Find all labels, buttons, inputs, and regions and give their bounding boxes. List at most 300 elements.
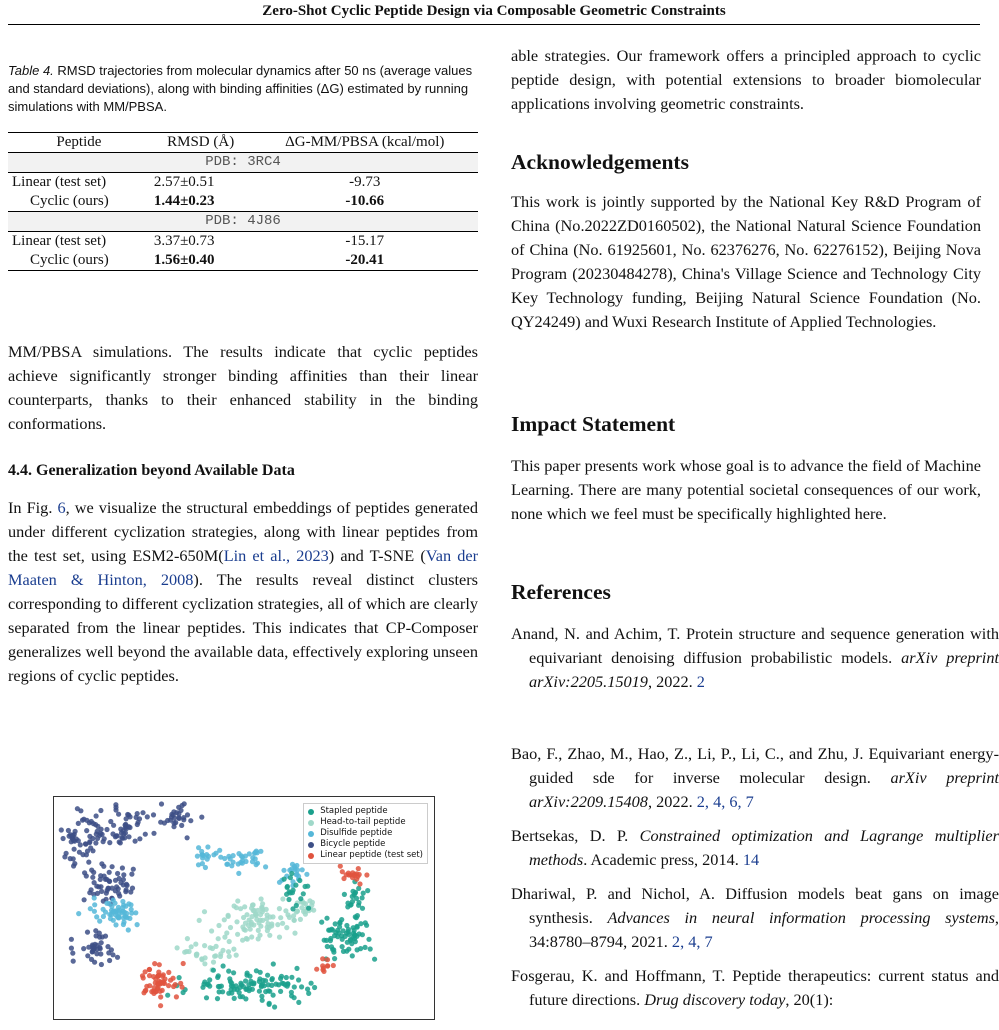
scatter-point bbox=[337, 924, 342, 929]
scatter-point bbox=[101, 907, 106, 912]
scatter-point bbox=[174, 994, 179, 999]
legend-dot bbox=[308, 842, 314, 848]
scatter-point bbox=[100, 832, 105, 837]
scatter-point bbox=[117, 893, 122, 898]
left-paragraph-results: MM/PBSA simulations. The results indicate that cyclic peptides achieve significantly stronger binding affinities than their linear counterparts, thanks to their enhanced stability in the binding conformations. bbox=[8, 342, 478, 433]
ref-venue: arXiv preprint arXiv:2209.15408 bbox=[529, 768, 999, 811]
scatter-point bbox=[85, 930, 90, 935]
scatter-point bbox=[346, 947, 351, 952]
scatter-point bbox=[227, 939, 232, 944]
legend-label: Head-to-tail peptide bbox=[320, 817, 406, 827]
scatter-point bbox=[250, 855, 255, 860]
scatter-point bbox=[133, 839, 138, 844]
scatter-point bbox=[199, 956, 204, 961]
reference-item bbox=[511, 742, 999, 814]
scatter-point bbox=[354, 915, 359, 920]
scatter-point bbox=[265, 973, 270, 978]
scatter-point bbox=[297, 878, 302, 883]
scatter-point bbox=[304, 872, 309, 877]
cell-dg: -15.17 bbox=[252, 232, 479, 252]
scatter-point bbox=[185, 936, 190, 941]
scatter-point bbox=[236, 871, 241, 876]
scatter-point bbox=[232, 903, 237, 908]
scatter-point bbox=[331, 950, 336, 955]
scatter-point bbox=[226, 991, 231, 996]
scatter-point bbox=[372, 957, 377, 962]
ref-backlinks[interactable]: 2 bbox=[696, 672, 705, 691]
scatter-point bbox=[202, 961, 207, 966]
scatter-point bbox=[265, 928, 270, 933]
scatter-point bbox=[115, 915, 120, 920]
scatter-point bbox=[140, 973, 145, 978]
scatter-point bbox=[171, 821, 176, 826]
scatter-point bbox=[256, 928, 261, 933]
scatter-point bbox=[298, 917, 303, 922]
legend-entry bbox=[308, 828, 423, 839]
scatter-point bbox=[307, 898, 312, 903]
table-caption-text: RMSD trajectories from molecular dynamics after 50 ns (average values and standard deviations), along with binding affinities (ΔG) estimated by running simulations with MM/PBSA. bbox=[8, 63, 473, 114]
legend-entry bbox=[308, 850, 423, 861]
scatter-point bbox=[285, 912, 290, 917]
running-head: Zero-Shot Cyclic Peptide Design via Composable Geometric Constraints bbox=[262, 3, 726, 19]
scatter-point bbox=[181, 990, 186, 995]
scatter-point bbox=[98, 808, 103, 813]
table-group-row bbox=[8, 212, 478, 232]
scatter-point bbox=[178, 981, 183, 986]
scatter-point bbox=[151, 812, 156, 817]
scatter-point bbox=[300, 867, 305, 872]
scatter-point bbox=[158, 1003, 163, 1008]
scatter-point bbox=[120, 828, 125, 833]
scatter-point bbox=[260, 998, 265, 1003]
scatter-point bbox=[127, 825, 132, 830]
scatter-point bbox=[278, 915, 283, 920]
text-span: , we visualize the structural embeddings of peptides generated under different cyclization strategies, along with linear peptides from the test set, using ESM2-650M( bbox=[8, 498, 478, 565]
scatter-point bbox=[204, 995, 209, 1000]
scatter-point bbox=[199, 815, 204, 820]
scatter-point bbox=[207, 984, 212, 989]
scatter-point bbox=[70, 951, 75, 956]
scatter-point bbox=[176, 811, 181, 816]
scatter-point bbox=[107, 840, 112, 845]
scatter-point bbox=[343, 934, 348, 939]
scatter-point bbox=[270, 914, 275, 919]
reference-item bbox=[511, 964, 999, 1012]
table-caption-label: Table 4. bbox=[8, 63, 54, 78]
scatter-point bbox=[216, 936, 221, 941]
figure-legend bbox=[303, 803, 428, 864]
legend-dot bbox=[308, 831, 314, 837]
scatter-point bbox=[91, 870, 96, 875]
scatter-point bbox=[320, 956, 325, 961]
scatter-point bbox=[277, 906, 282, 911]
ref-tail: . Academic press, 2014. bbox=[583, 850, 743, 869]
scatter-point bbox=[325, 963, 330, 968]
scatter-point bbox=[214, 944, 219, 949]
scatter-point bbox=[293, 883, 298, 888]
scatter-point bbox=[166, 970, 171, 975]
ref-authors: Bao, F., Zhao, M., Hao, Z., Li, P., Li, C., and Zhu, J. Equivariant energy-guided sde for inverse molecular design. bbox=[511, 744, 999, 787]
scatter-point bbox=[204, 852, 209, 857]
scatter-point bbox=[289, 975, 294, 980]
scatter-point bbox=[196, 845, 201, 850]
scatter-point bbox=[358, 921, 363, 926]
scatter-point bbox=[282, 877, 287, 882]
scatter-point bbox=[354, 896, 359, 901]
scatter-point bbox=[363, 945, 368, 950]
scatter-point bbox=[202, 943, 207, 948]
scatter-point bbox=[134, 815, 139, 820]
scatter-point bbox=[92, 942, 97, 947]
scatter-point bbox=[86, 860, 91, 865]
scatter-point bbox=[344, 923, 349, 928]
subsection-title: 4.4. Generalization beyond Available Data bbox=[8, 462, 295, 479]
scatter-point bbox=[296, 1000, 301, 1005]
scatter-point bbox=[66, 828, 71, 833]
scatter-point bbox=[352, 928, 357, 933]
ref-venue: Drug discovery today bbox=[644, 990, 786, 1009]
scatter-point bbox=[284, 975, 289, 980]
scatter-point bbox=[195, 854, 200, 859]
scatter-point bbox=[193, 942, 198, 947]
scatter-point bbox=[71, 833, 76, 838]
scatter-point bbox=[226, 969, 231, 974]
scatter-point bbox=[184, 949, 189, 954]
figure-ref-link[interactable]: 6 bbox=[57, 498, 66, 517]
scatter-point bbox=[200, 861, 205, 866]
scatter-point bbox=[215, 996, 220, 1001]
scatter-point bbox=[159, 801, 164, 806]
scatter-point bbox=[358, 946, 363, 951]
scatter-point bbox=[292, 918, 297, 923]
scatter-point bbox=[235, 898, 240, 903]
scatter-point bbox=[240, 938, 245, 943]
legend-entry bbox=[308, 839, 423, 850]
scatter-point bbox=[363, 920, 368, 925]
scatter-point bbox=[197, 918, 202, 923]
scatter-point bbox=[202, 909, 207, 914]
scatter-point bbox=[269, 921, 274, 926]
scatter-point bbox=[158, 994, 163, 999]
scatter-point bbox=[200, 855, 205, 860]
ref-authors: Dhariwal, P. and Nichol, A. Diffusion models beat gans on image synthesis. bbox=[511, 884, 999, 927]
scatter-point bbox=[93, 840, 98, 845]
table-group-row bbox=[8, 153, 478, 173]
reference-item bbox=[511, 824, 999, 872]
scatter-point bbox=[110, 831, 115, 836]
scatter-point bbox=[189, 944, 194, 949]
scatter-point bbox=[175, 945, 180, 950]
scatter-point bbox=[340, 869, 345, 874]
scatter-point bbox=[151, 831, 156, 836]
scatter-point bbox=[301, 891, 306, 896]
scatter-point bbox=[361, 891, 366, 896]
scatter-point bbox=[249, 934, 254, 939]
scatter-point bbox=[165, 993, 170, 998]
scatter-point bbox=[152, 961, 157, 966]
scatter-point bbox=[246, 923, 251, 928]
scatter-point bbox=[182, 801, 187, 806]
scatter-point bbox=[168, 978, 173, 983]
scatter-point bbox=[88, 906, 93, 911]
ref-tail: , 34:8780–8794, 2021. bbox=[529, 908, 999, 951]
scatter-point bbox=[160, 988, 165, 993]
scatter-point bbox=[125, 812, 130, 817]
scatter-point bbox=[115, 955, 120, 960]
scatter-point bbox=[107, 912, 112, 917]
header-rule bbox=[8, 24, 980, 25]
scatter-point bbox=[257, 933, 262, 938]
scatter-point bbox=[270, 976, 275, 981]
cell-rmsd: 1.56±0.40 bbox=[150, 251, 252, 271]
scatter-point bbox=[368, 946, 373, 951]
scatter-point bbox=[224, 930, 229, 935]
scatter-point bbox=[94, 914, 99, 919]
scatter-point bbox=[141, 990, 146, 995]
scatter-point bbox=[107, 870, 112, 875]
ref-backlinks[interactable]: 14 bbox=[742, 850, 760, 869]
scatter-point bbox=[320, 967, 325, 972]
scatter-point bbox=[352, 873, 357, 878]
scatter-point bbox=[113, 802, 118, 807]
scatter-point bbox=[201, 982, 206, 987]
cell-peptide: Cyclic (ours) bbox=[8, 251, 150, 271]
scatter-point bbox=[104, 827, 109, 832]
scatter-point bbox=[84, 852, 89, 857]
scatter-point bbox=[109, 947, 114, 952]
scatter-point bbox=[218, 855, 223, 860]
scatter-point bbox=[76, 821, 81, 826]
cell-dg: -9.73 bbox=[252, 173, 479, 193]
ref-venue: Advances in neural information processing systems bbox=[607, 908, 995, 927]
scatter-point bbox=[360, 895, 365, 900]
scatter-point bbox=[257, 989, 262, 994]
scatter-point bbox=[135, 922, 140, 927]
scatter-point bbox=[81, 817, 86, 822]
ref-backlinks[interactable]: 2, 4, 7 bbox=[671, 932, 713, 951]
scatter-point bbox=[271, 961, 276, 966]
scatter-point bbox=[92, 895, 97, 900]
scatter-point bbox=[234, 919, 239, 924]
scatter-point bbox=[254, 917, 259, 922]
scatter-point bbox=[232, 996, 237, 1001]
scatter-point bbox=[298, 896, 303, 901]
cell-peptide: Linear (test set) bbox=[8, 173, 150, 193]
scatter-point bbox=[140, 810, 145, 815]
scatter-point bbox=[226, 913, 231, 918]
scatter-point bbox=[272, 1004, 277, 1009]
scatter-point bbox=[145, 814, 150, 819]
cell-peptide: Linear (test set) bbox=[8, 232, 150, 252]
scatter-point bbox=[115, 871, 120, 876]
scatter-point bbox=[111, 908, 116, 913]
scatter-point bbox=[185, 812, 190, 817]
scatter-point bbox=[218, 951, 223, 956]
scatter-point bbox=[217, 848, 222, 853]
scatter-point bbox=[231, 947, 236, 952]
scatter-point bbox=[267, 1001, 272, 1006]
scatter-point bbox=[329, 927, 334, 932]
scatter-point bbox=[71, 856, 76, 861]
scatter-point bbox=[117, 876, 122, 881]
scatter-point bbox=[87, 834, 92, 839]
references-title: References bbox=[511, 580, 611, 604]
scatter-point bbox=[177, 975, 182, 980]
scatter-point bbox=[226, 949, 231, 954]
scatter-point bbox=[153, 989, 158, 994]
reference-item bbox=[511, 882, 999, 954]
scatter-point bbox=[245, 937, 250, 942]
scatter-point bbox=[120, 865, 125, 870]
scatter-point bbox=[366, 937, 371, 942]
legend-label: Bicycle peptide bbox=[320, 839, 386, 849]
scatter-point bbox=[299, 984, 304, 989]
scatter-point bbox=[93, 928, 98, 933]
tsne-figure bbox=[53, 796, 435, 1020]
scatter-point bbox=[305, 884, 310, 889]
scatter-point bbox=[360, 906, 365, 911]
scatter-point bbox=[296, 977, 301, 982]
scatter-point bbox=[188, 818, 193, 823]
impact-title: Impact Statement bbox=[511, 412, 676, 436]
legend-dot bbox=[308, 809, 314, 815]
citation-link[interactable]: Van der Maaten & Hinton, 2008 bbox=[8, 546, 478, 589]
scatter-point bbox=[234, 953, 239, 958]
scatter-point bbox=[71, 863, 76, 868]
scatter-point bbox=[104, 891, 109, 896]
scatter-point bbox=[345, 901, 350, 906]
pdb-label: PDB: 4J86 bbox=[8, 212, 478, 232]
legend-label: Linear peptide (test set) bbox=[320, 850, 423, 860]
scatter-point bbox=[185, 835, 190, 840]
scatter-point bbox=[104, 877, 109, 882]
legend-entry bbox=[308, 806, 423, 817]
scatter-point bbox=[116, 886, 121, 891]
scatter-point bbox=[306, 991, 311, 996]
scatter-point bbox=[87, 890, 92, 895]
scatter-point bbox=[314, 967, 319, 972]
table-header-rmsd: RMSD (Å) bbox=[150, 133, 252, 153]
ref-venue: arXiv preprint arXiv:2205.15019 bbox=[529, 648, 999, 691]
scatter-point bbox=[121, 922, 126, 927]
cell-peptide: Cyclic (ours) bbox=[30, 193, 109, 209]
ref-authors: Bertsekas, D. P. bbox=[511, 826, 640, 845]
scatter-point bbox=[78, 808, 83, 813]
scatter-point bbox=[123, 914, 128, 919]
scatter-point bbox=[69, 937, 74, 942]
scatter-point bbox=[357, 881, 362, 886]
table-row bbox=[8, 251, 478, 271]
scatter-point bbox=[236, 861, 241, 866]
scatter-point bbox=[99, 962, 104, 967]
scatter-point bbox=[364, 872, 369, 877]
scatter-point bbox=[235, 932, 240, 937]
legend-dot bbox=[308, 853, 314, 859]
ref-tail: , 2022. bbox=[647, 792, 697, 811]
scatter-point bbox=[231, 970, 236, 975]
scatter-point bbox=[267, 989, 272, 994]
scatter-point bbox=[99, 940, 104, 945]
scatter-point bbox=[78, 842, 83, 847]
scatter-point bbox=[292, 864, 297, 869]
scatter-point bbox=[71, 959, 76, 964]
legend-entry bbox=[308, 817, 423, 828]
scatter-point bbox=[244, 973, 249, 978]
scatter-point bbox=[251, 980, 256, 985]
scatter-point bbox=[281, 868, 286, 873]
acknowledgements-title: Acknowledgements bbox=[511, 150, 689, 174]
scatter-point bbox=[97, 919, 102, 924]
scatter-point bbox=[216, 973, 221, 978]
scatter-point bbox=[166, 983, 171, 988]
scatter-point bbox=[259, 984, 264, 989]
scatter-point bbox=[325, 944, 330, 949]
text-span: ) and T-SNE ( bbox=[328, 546, 426, 565]
scatter-point bbox=[130, 886, 135, 891]
scatter-point bbox=[120, 899, 125, 904]
impact-text: This paper presents work whose goal is to advance the field of Machine Learning. There are many potential societal consequences of our work, none which we feel must be specifically highlighted here. bbox=[511, 456, 981, 523]
scatter-point bbox=[309, 981, 314, 986]
scatter-point bbox=[228, 925, 233, 930]
scatter-point bbox=[157, 962, 162, 967]
scatter-point bbox=[99, 889, 104, 894]
scatter-point bbox=[273, 982, 278, 987]
scatter-point bbox=[225, 862, 230, 867]
scatter-point bbox=[281, 981, 286, 986]
scatter-point bbox=[101, 914, 106, 919]
scatter-point bbox=[156, 973, 161, 978]
ref-backlinks[interactable]: 2, 4, 6, 7 bbox=[696, 792, 754, 811]
ref-tail: , 2022. bbox=[647, 672, 697, 691]
scatter-point bbox=[113, 922, 118, 927]
scatter-point bbox=[275, 922, 280, 927]
scatter-point bbox=[111, 898, 116, 903]
scatter-point bbox=[333, 921, 338, 926]
scatter-point bbox=[90, 875, 95, 880]
reference-item bbox=[511, 622, 999, 694]
scatter-point bbox=[336, 930, 341, 935]
scatter-point bbox=[257, 979, 262, 984]
scatter-point bbox=[155, 981, 160, 986]
scatter-point bbox=[279, 974, 284, 979]
citation-link[interactable]: Lin et al., 2023 bbox=[223, 546, 329, 565]
scatter-point bbox=[129, 907, 134, 912]
table-header-row bbox=[8, 133, 478, 153]
scatter-point bbox=[306, 906, 311, 911]
text-span: ). The results reveal distinct clusters corresponding to different cyclization strategies, all of which are clearly separated from the linear peptides. This indicates that CP-Composer generalizes well beyond the available data, effectively exploring unseen regions of cyclic peptides. bbox=[8, 570, 478, 685]
scatter-point bbox=[72, 847, 77, 852]
left-paragraph-generalization bbox=[8, 496, 478, 688]
scatter-point bbox=[126, 927, 131, 932]
scatter-point bbox=[219, 984, 224, 989]
acknowledgements-text: This work is jointly supported by the National Key R&D Program of China (No.2022ZD0160502), the National Natural Science Foundation of China (No. 61925601, No. 62376276, No. 62276152), Beijing Nova Program (20230484278), China's Village Science and Technology City Key Technology funding, Beijing Natural Science Foundation (No. QY24249) and Wuxi Research Institute of Applied Technologies. bbox=[511, 192, 981, 331]
scatter-point bbox=[87, 840, 92, 845]
scatter-point bbox=[319, 920, 324, 925]
scatter-point bbox=[277, 935, 282, 940]
scatter-point bbox=[227, 954, 232, 959]
scatter-point bbox=[331, 963, 336, 968]
scatter-point bbox=[94, 813, 99, 818]
scatter-point bbox=[340, 944, 345, 949]
scatter-point bbox=[280, 921, 285, 926]
cell-dg: -10.66 bbox=[345, 193, 385, 209]
scatter-point bbox=[61, 836, 66, 841]
scatter-point bbox=[243, 978, 248, 983]
scatter-point bbox=[76, 911, 81, 916]
scatter-point bbox=[110, 864, 115, 869]
scatter-point bbox=[90, 848, 95, 853]
scatter-point bbox=[69, 946, 74, 951]
